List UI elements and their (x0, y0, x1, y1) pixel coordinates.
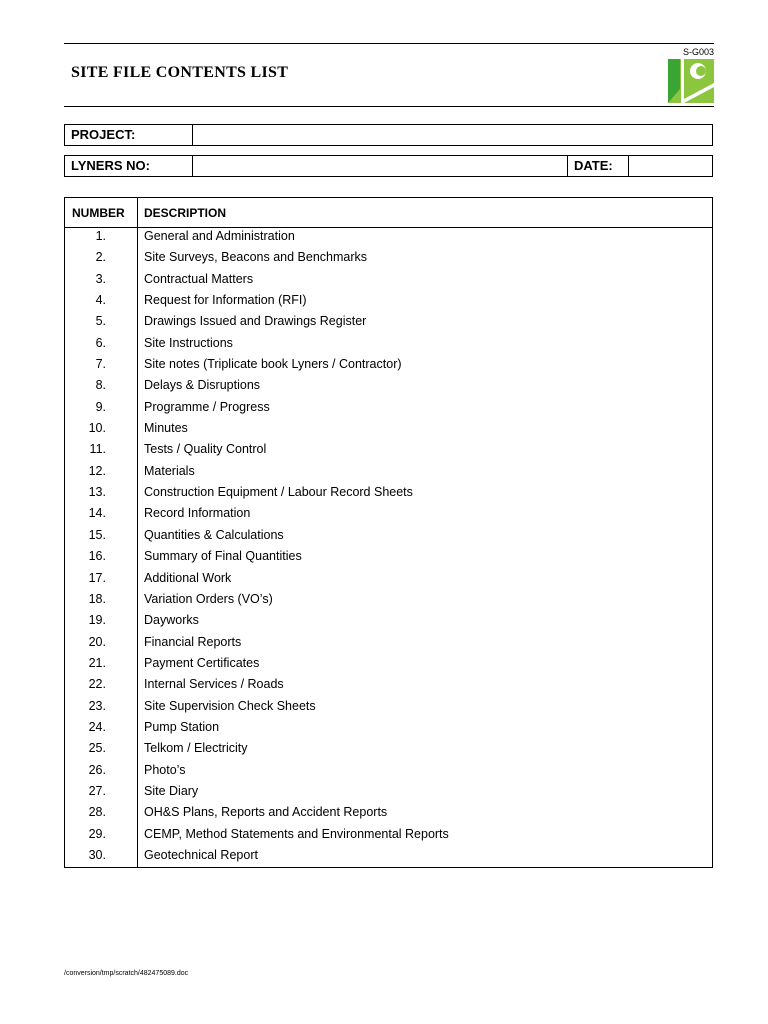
row-number: 10. (88, 421, 106, 436)
table-row (65, 313, 712, 334)
row-number: 14. (88, 506, 106, 521)
row-number: 3. (95, 271, 106, 286)
date-field[interactable] (629, 156, 635, 176)
table-row (65, 804, 712, 825)
lyners-no-field[interactable] (193, 156, 199, 176)
row-description: Additional Work (144, 570, 232, 585)
table-row (65, 548, 712, 569)
table-row (65, 762, 712, 783)
row-number: 6. (95, 335, 106, 350)
table-row (65, 698, 712, 719)
table-row (65, 634, 712, 655)
date-label: DATE: (574, 158, 613, 173)
table-row (65, 228, 712, 249)
row-description: Site Diary (144, 783, 199, 798)
lyners-no-label: LYNERS NO: (71, 158, 150, 173)
table-row (65, 527, 712, 548)
row-number: 21. (88, 655, 106, 670)
row-number: 7. (95, 357, 106, 372)
file-path-footer: /conversion/tmp/scratch/482475089.doc (64, 970, 189, 977)
description-header: DESCRIPTION (144, 206, 227, 220)
row-description: Photo’s (144, 762, 186, 777)
row-description: Site Instructions (144, 335, 233, 350)
row-number: 26. (88, 762, 106, 777)
page-title: SITE FILE CONTENTS LIST (71, 64, 289, 81)
row-description: Internal Services / Roads (144, 677, 284, 692)
row-description: Site notes (Triplicate book Lyners / Contractor) (144, 357, 402, 372)
row-description: Dayworks (144, 613, 199, 628)
table-row (65, 399, 712, 420)
row-description: Request for Information (RFI) (144, 293, 307, 308)
row-number: 5. (95, 314, 106, 329)
table-row (65, 271, 712, 292)
table-row (65, 292, 712, 313)
row-description: Summary of Final Quantities (144, 549, 302, 564)
table-row (65, 783, 712, 804)
row-number: 29. (88, 826, 106, 841)
table-row (65, 740, 712, 761)
row-description: Minutes (144, 421, 188, 436)
row-number: 12. (88, 463, 106, 478)
row-description: Drawings Issued and Drawings Register (144, 314, 367, 329)
row-number: 27. (88, 783, 106, 798)
row-number: 19. (88, 613, 106, 628)
row-description: Quantities & Calculations (144, 527, 284, 542)
row-description: Tests / Quality Control (144, 442, 267, 457)
table-row (65, 420, 712, 441)
table-row (65, 441, 712, 462)
row-number: 11. (89, 442, 106, 457)
row-number: 15. (88, 527, 106, 542)
table-row (65, 463, 712, 484)
table-row (65, 676, 712, 697)
header-divider (64, 106, 714, 107)
row-description: Geotechnical Report (144, 847, 258, 862)
row-number: 20. (88, 634, 106, 649)
table-row (65, 591, 712, 612)
table-row (65, 612, 712, 633)
contents-table (64, 197, 713, 868)
row-description: CEMP, Method Statements and Environmental Reports (144, 826, 449, 841)
row-number: 23. (88, 698, 106, 713)
row-description: Programme / Progress (144, 399, 270, 414)
row-number: 22. (88, 677, 106, 692)
row-number: 30. (88, 847, 106, 862)
row-number: 2. (95, 250, 106, 265)
table-row (65, 847, 712, 868)
row-description: OH&S Plans, Reports and Accident Reports (144, 805, 388, 820)
table-row (65, 377, 712, 398)
row-number: 4. (95, 293, 106, 308)
row-description: Materials (144, 463, 195, 478)
row-description: Pump Station (144, 719, 220, 734)
row-number: 13. (88, 485, 106, 500)
row-description: Contractual Matters (144, 271, 254, 286)
table-row (65, 356, 712, 377)
document-code: S-G003 (682, 47, 714, 57)
table-row (65, 655, 712, 676)
top-rule (64, 43, 714, 44)
table-body (65, 228, 712, 868)
row-number: 17. (88, 570, 106, 585)
row-description: Variation Orders (VO’s) (144, 591, 273, 606)
row-description: Record Information (144, 506, 251, 521)
project-label: PROJECT: (71, 127, 136, 142)
table-row (65, 335, 712, 356)
table-row (65, 249, 712, 270)
row-number: 25. (88, 741, 106, 756)
row-description: Delays & Disruptions (144, 378, 261, 393)
lyners-date-row (64, 155, 713, 177)
row-number: 1. (95, 229, 106, 243)
table-row (65, 484, 712, 505)
row-description: Construction Equipment / Labour Record Sheets (144, 485, 413, 500)
row-number: 8. (95, 378, 106, 393)
row-number: 16. (88, 549, 106, 564)
row-number: 9. (95, 399, 106, 414)
row-description: General and Administration (144, 229, 295, 243)
table-row (65, 570, 712, 591)
row-number: 24. (88, 719, 106, 734)
row-description: Site Supervision Check Sheets (144, 698, 316, 713)
company-logo (668, 59, 714, 103)
row-description: Site Surveys, Beacons and Benchmarks (144, 250, 368, 265)
row-description: Telkom / Electricity (144, 741, 248, 756)
project-field[interactable] (193, 125, 199, 145)
number-header: NUMBER (72, 206, 125, 220)
row-description: Payment Certificates (144, 655, 260, 670)
table-row (65, 719, 712, 740)
row-description: Financial Reports (144, 634, 242, 649)
project-row (64, 124, 713, 146)
table-row (65, 826, 712, 847)
row-number: 18. (88, 591, 106, 606)
row-number: 28. (88, 805, 106, 820)
table-row (65, 505, 712, 526)
